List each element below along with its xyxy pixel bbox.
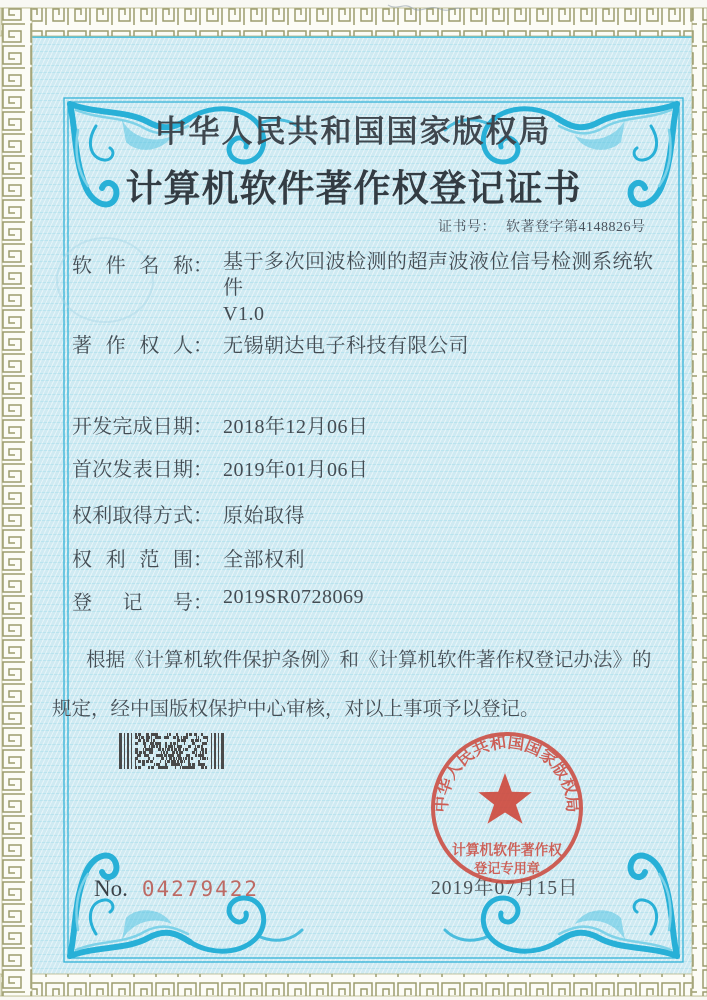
serial-number-line bbox=[94, 876, 259, 902]
certificate-title: 计算机软件著作权登记证书 bbox=[125, 169, 582, 210]
field-row-copyright-owner: 著作权人： 无锡朝达电子科技有限公司 bbox=[72, 329, 469, 358]
field-label: 登记号 bbox=[72, 592, 193, 614]
field-label: 权利取得方式 bbox=[72, 505, 193, 527]
field-value: 2019SR0728069 bbox=[223, 586, 364, 608]
field-value: 原始取得 bbox=[223, 505, 305, 527]
field-row-software-name: 软件名称： 基于多次回波检测的超声波液位信号检测系统软 件 V1.0 bbox=[72, 249, 673, 327]
star-icon bbox=[478, 773, 531, 824]
serial-prefix: No. bbox=[94, 876, 128, 901]
field-value: 全部权利 bbox=[223, 549, 305, 571]
field-value: 2018年12月06日 bbox=[223, 416, 369, 438]
certificate-number-line bbox=[438, 216, 646, 236]
seal-text-line1: 计算机软件著作权 bbox=[452, 843, 568, 859]
issuer-title: 中华人民共和国国家版权局 bbox=[155, 114, 552, 149]
field-label: 著作权人 bbox=[72, 335, 193, 357]
corner-flourish-bottom-left bbox=[70, 856, 302, 956]
registration-statement: 根据《计算机软件保护条例》和《计算机软件著作权登记办法》的 规定，经中国版权保护中心审核，对以上事项予以登记。 bbox=[52, 650, 652, 720]
field-value: 2019年01月06日 bbox=[223, 459, 369, 481]
field-row-dev-complete-date: 开发完成日期： 2018年12月06日 bbox=[72, 410, 369, 439]
seal-ring-text: 中华人民共和国国家版权局 bbox=[431, 732, 583, 814]
barcode bbox=[119, 733, 225, 774]
field-row-rights-acquisition: 权利取得方式： 原始取得 bbox=[72, 499, 305, 528]
field-row-rights-scope: 权利范围： 全部权利 bbox=[72, 543, 305, 572]
field-label: 软件名称 bbox=[72, 255, 193, 277]
field-label: 权利范围 bbox=[72, 549, 193, 571]
seal-text-line2: 登记专用章 bbox=[474, 861, 542, 876]
field-label: 开发完成日期 bbox=[72, 416, 193, 438]
field-row-registration-number: 登记号： 2019SR0728069 bbox=[72, 586, 364, 614]
certificate-number-label: 证书号： bbox=[438, 220, 496, 235]
field-value: 无锡朝达电子科技有限公司 bbox=[223, 335, 469, 357]
official-seal bbox=[420, 722, 595, 897]
field-value: 基于多次回波检测的超声波液位信号检测系统软 件 V1.0 bbox=[223, 251, 654, 325]
serial-number: 04279422 bbox=[141, 877, 260, 901]
seal-date: 2019年07月15日 bbox=[431, 878, 579, 899]
field-row-first-publish-date: 首次发表日期： 2019年01月06日 bbox=[72, 453, 369, 482]
field-label: 首次发表日期 bbox=[72, 459, 193, 481]
certificate-number-value: 软著登字第4148826号 bbox=[506, 220, 646, 235]
